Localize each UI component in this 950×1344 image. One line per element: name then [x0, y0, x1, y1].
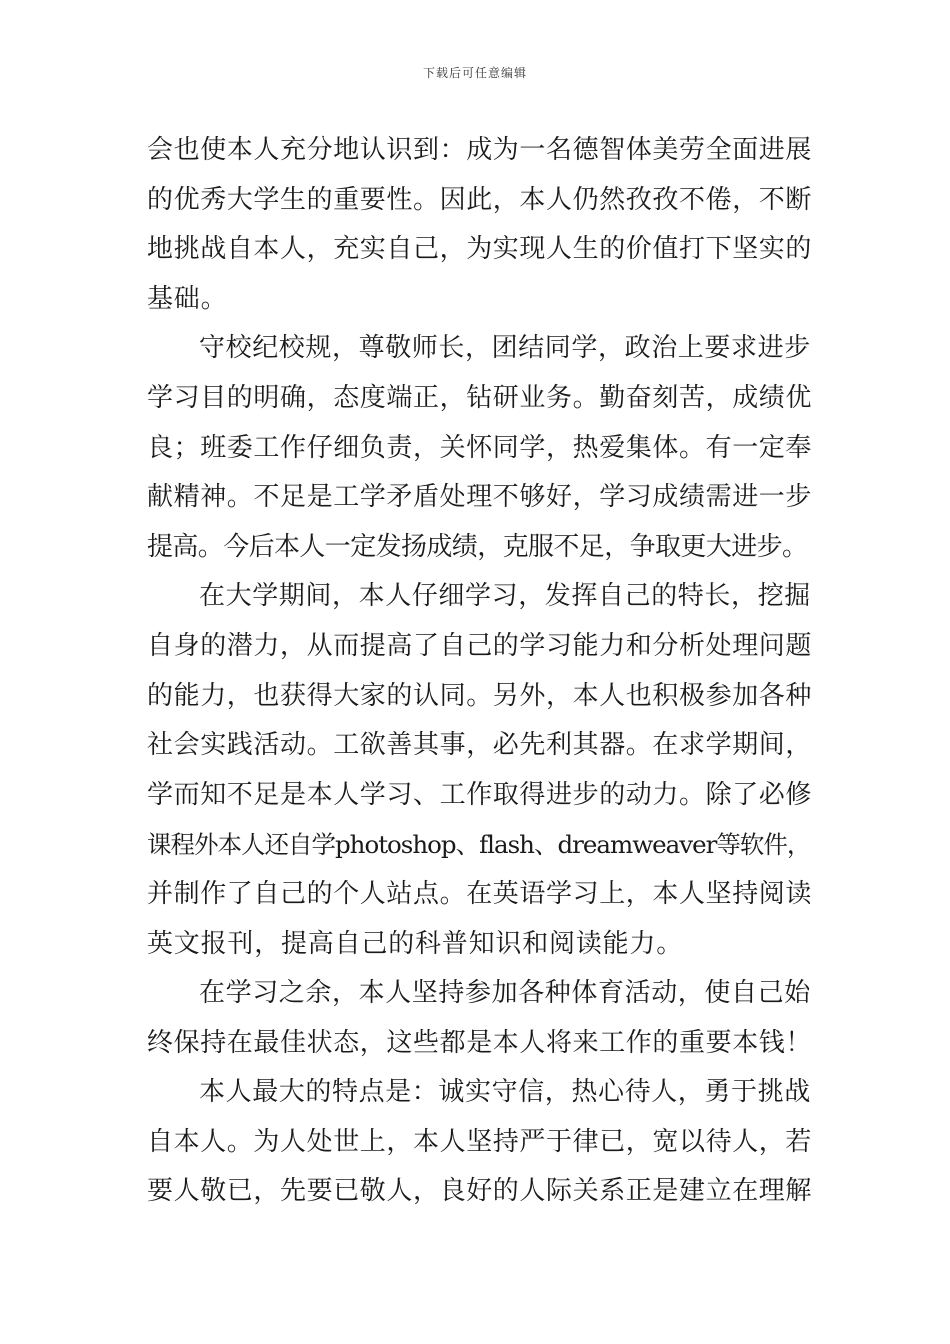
text-line: 并制作了自己的个人站点。在英语学习上，本人坚持阅读 [147, 878, 813, 909]
text-line: 学习目的明确，态度端正，钻研业务。勤奋刻苦，成绩优 [147, 382, 813, 413]
paragraph-first-line: 守校纪校规，尊敬师长，团结同学，政治上要求进步 [199, 333, 811, 364]
text-line: 地挑战自本人，充实自己，为实现人生的价值打下坚实的 [147, 234, 813, 265]
paragraph-first-line: 本人最大的特点是：诚实守信，热心待人，勇于挑战 [199, 1077, 811, 1108]
text-line: 要人敬已，先要已敬人，良好的人际关系正是建立在理解 [147, 1176, 813, 1207]
text-line: 学而知不足是本人学习、工作取得进步的动力。除了必修 [147, 779, 813, 810]
text-line: 课程外本人还自学photoshop、flash、dreamweaver等软件， [147, 830, 811, 860]
text-line: 良；班委工作仔细负责，关怀同学，热爱集体。有一定奉 [147, 432, 813, 463]
text-line: 社会实践活动。工欲善其事，必先利其器。在求学期间， [147, 730, 813, 761]
text-line: 献精神。不足是工学矛盾处理不够好，学习成绩需进一步 [147, 482, 813, 513]
text-line: 英文报刊，提高自己的科普知识和阅读能力。 [147, 928, 684, 959]
page-header: 下载后可任意编辑 [422, 66, 527, 80]
text-line: 终保持在最佳状态，这些都是本人将来工作的重要本钱！ [147, 1027, 813, 1058]
text-line: 自本人。为人处世上，本人坚持严于律已，宽以待人，若 [147, 1126, 813, 1157]
text-line: 的优秀大学生的重要性。因此，本人仍然孜孜不倦，不断 [147, 184, 813, 215]
text-line: 基础。 [147, 283, 228, 314]
text-line: 的能力，也获得大家的认同。另外，本人也积极参加各种 [147, 680, 813, 711]
body-text [147, 126, 812, 1217]
paragraph-first-line: 在学习之余，本人坚持参加各种体育活动，使自己始 [199, 978, 811, 1009]
text-line: 提高。今后本人一定发扬成绩，克服不足，争取更大进步。 [147, 531, 808, 562]
text-line: 自身的潜力，从而提高了自己的学习能力和分析处理问题 [147, 630, 813, 661]
text-line: 会也使本人充分地认识到：成为一名德智体美劳全面进展 [147, 135, 813, 165]
paragraph-first-line: 在大学期间，本人仔细学习，发挥自己的特长，挖掘 [199, 581, 811, 612]
